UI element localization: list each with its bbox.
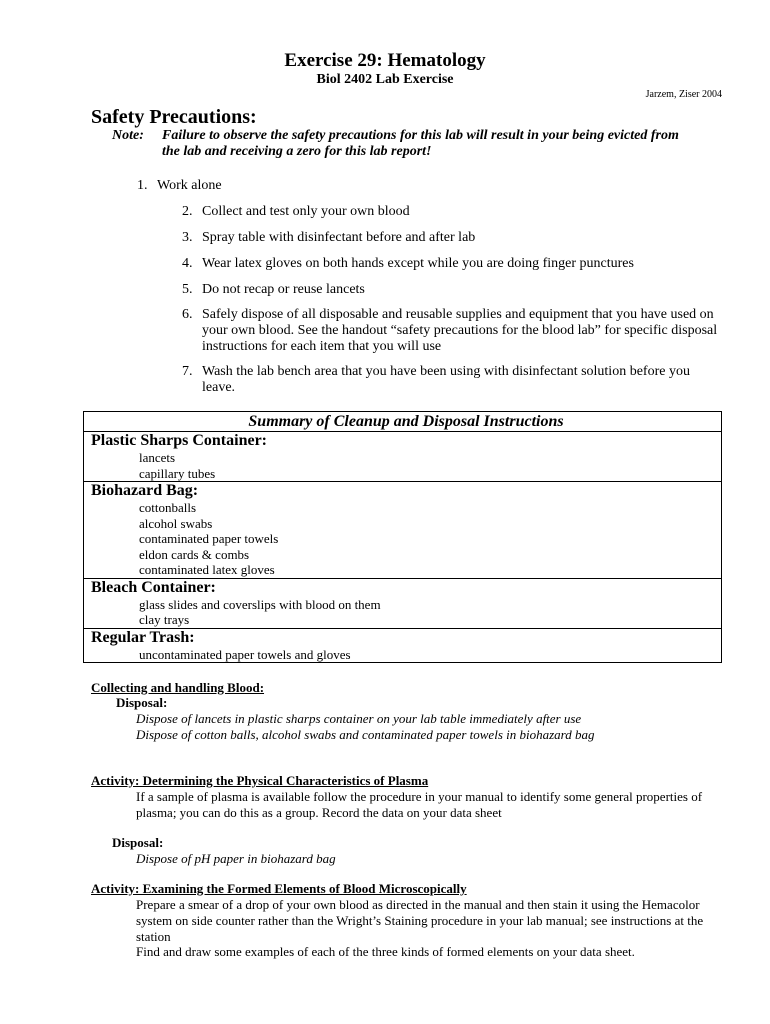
category-item: glass slides and coverslips with blood on them: [139, 596, 381, 612]
collecting-line: Dispose of lancets in plastic sharps container on your lab table immediately after use: [136, 711, 582, 726]
category-item: lancets: [139, 450, 176, 465]
safety-note: [112, 128, 692, 162]
category-name: Regular Trash:: [91, 628, 195, 646]
safety-heading: Safety Precautions:: [91, 106, 257, 128]
category-item: alcohol swabs: [139, 515, 213, 531]
category-item: clay trays: [139, 612, 190, 627]
rule-text: Wear latex gloves on both hands except while you are doing finger punctures: [202, 256, 634, 271]
rule-text: Spray table with disinfectant before and after lab: [202, 230, 476, 245]
safety-rule: [137, 178, 697, 194]
activity-formed-text: Prepare a smear of a drop of your own blood as directed in the manual and then stain it using the Hemacolor system on side counter rather than the Wright’s Staining procedure in your lab manual; see instructions at the station: [136, 897, 704, 944]
rule-number: 4.: [182, 256, 193, 271]
safety-rule: [182, 256, 742, 272]
rule-number: 3.: [182, 230, 193, 245]
summary-category: [84, 578, 722, 628]
disposal-summary-table: [83, 411, 722, 663]
summary-category: [84, 628, 722, 663]
collecting-heading: Collecting and handling Blood:: [91, 680, 265, 695]
activity-plasma-text: If a sample of plasma is available follow the procedure in your manual to identify some general properties of plasma; you can do this as a group. Record the data on your data sheet: [136, 789, 703, 820]
safety-rule: [182, 307, 742, 354]
rule-text: Collect and test only your own blood: [202, 204, 410, 219]
activity-plasma-disposal-label: Disposal:: [112, 835, 164, 850]
category-item: eldon cards & combs: [139, 546, 250, 562]
safety-rule: [182, 364, 742, 395]
summary-category: [84, 432, 722, 482]
category-item: contaminated paper towels: [139, 531, 279, 546]
activity-formed-text: Find and draw some examples of each of the three kinds of formed elements on your data sheet.: [136, 944, 635, 959]
category-name: Biohazard Bag:: [91, 482, 199, 499]
rule-text: Do not recap or reuse lancets: [202, 282, 365, 297]
category-name: Plastic Sharps Container:: [91, 432, 267, 449]
rule-text: Safely dispose of all disposable and reusable supplies and equipment that you have used on your own blood. See the handout “safety precautions for the blood lab” for specific disposal instructions for each item that you will use: [202, 307, 718, 354]
activity-formed-heading: Activity: Examining the Formed Elements of Blood Microscopically: [91, 881, 467, 896]
page-title: Exercise 29: Hematology: [284, 50, 486, 71]
rule-number: 2.: [182, 204, 193, 219]
rule-text: Work alone: [157, 178, 222, 193]
safety-rule: [182, 230, 742, 246]
page-subtitle: Biol 2402 Lab Exercise: [316, 72, 454, 87]
note-label: Note:: [112, 128, 144, 143]
category-item: contaminated latex gloves: [139, 562, 275, 577]
rule-text: Wash the lab bench area that you have been using with disinfectant solution before you leave.: [202, 364, 690, 395]
category-name: Bleach Container:: [91, 578, 216, 596]
summary-heading: Summary of Cleanup and Disposal Instructions: [84, 412, 722, 432]
category-item: capillary tubes: [139, 465, 216, 481]
collecting-line: Dispose of cotton balls, alcohol swabs and contaminated paper towels in biohazard bag: [136, 727, 595, 742]
category-item: cottonballs: [139, 500, 197, 515]
author-credit: Jarzem, Ziser 2004: [645, 89, 722, 100]
rule-number: 7.: [182, 364, 193, 379]
summary-category: [84, 482, 722, 579]
rule-number: 5.: [182, 282, 193, 297]
activity-plasma-heading: Activity: Determining the Physical Characteristics of Plasma: [91, 773, 429, 788]
rule-number: 1.: [137, 178, 148, 193]
note-text: Failure to observe the safety precautions for this lab will result in your being evicted from the lab and receiving a zero for this lab report!: [162, 128, 679, 159]
safety-rule: [182, 282, 742, 298]
category-item: uncontaminated paper towels and gloves: [139, 646, 351, 662]
activity-plasma-disposal-text: Dispose of pH paper in biohazard bag: [136, 851, 336, 866]
collecting-disposal-label: Disposal:: [116, 695, 168, 710]
rule-number: 6.: [182, 307, 193, 322]
safety-rule: [182, 204, 742, 220]
